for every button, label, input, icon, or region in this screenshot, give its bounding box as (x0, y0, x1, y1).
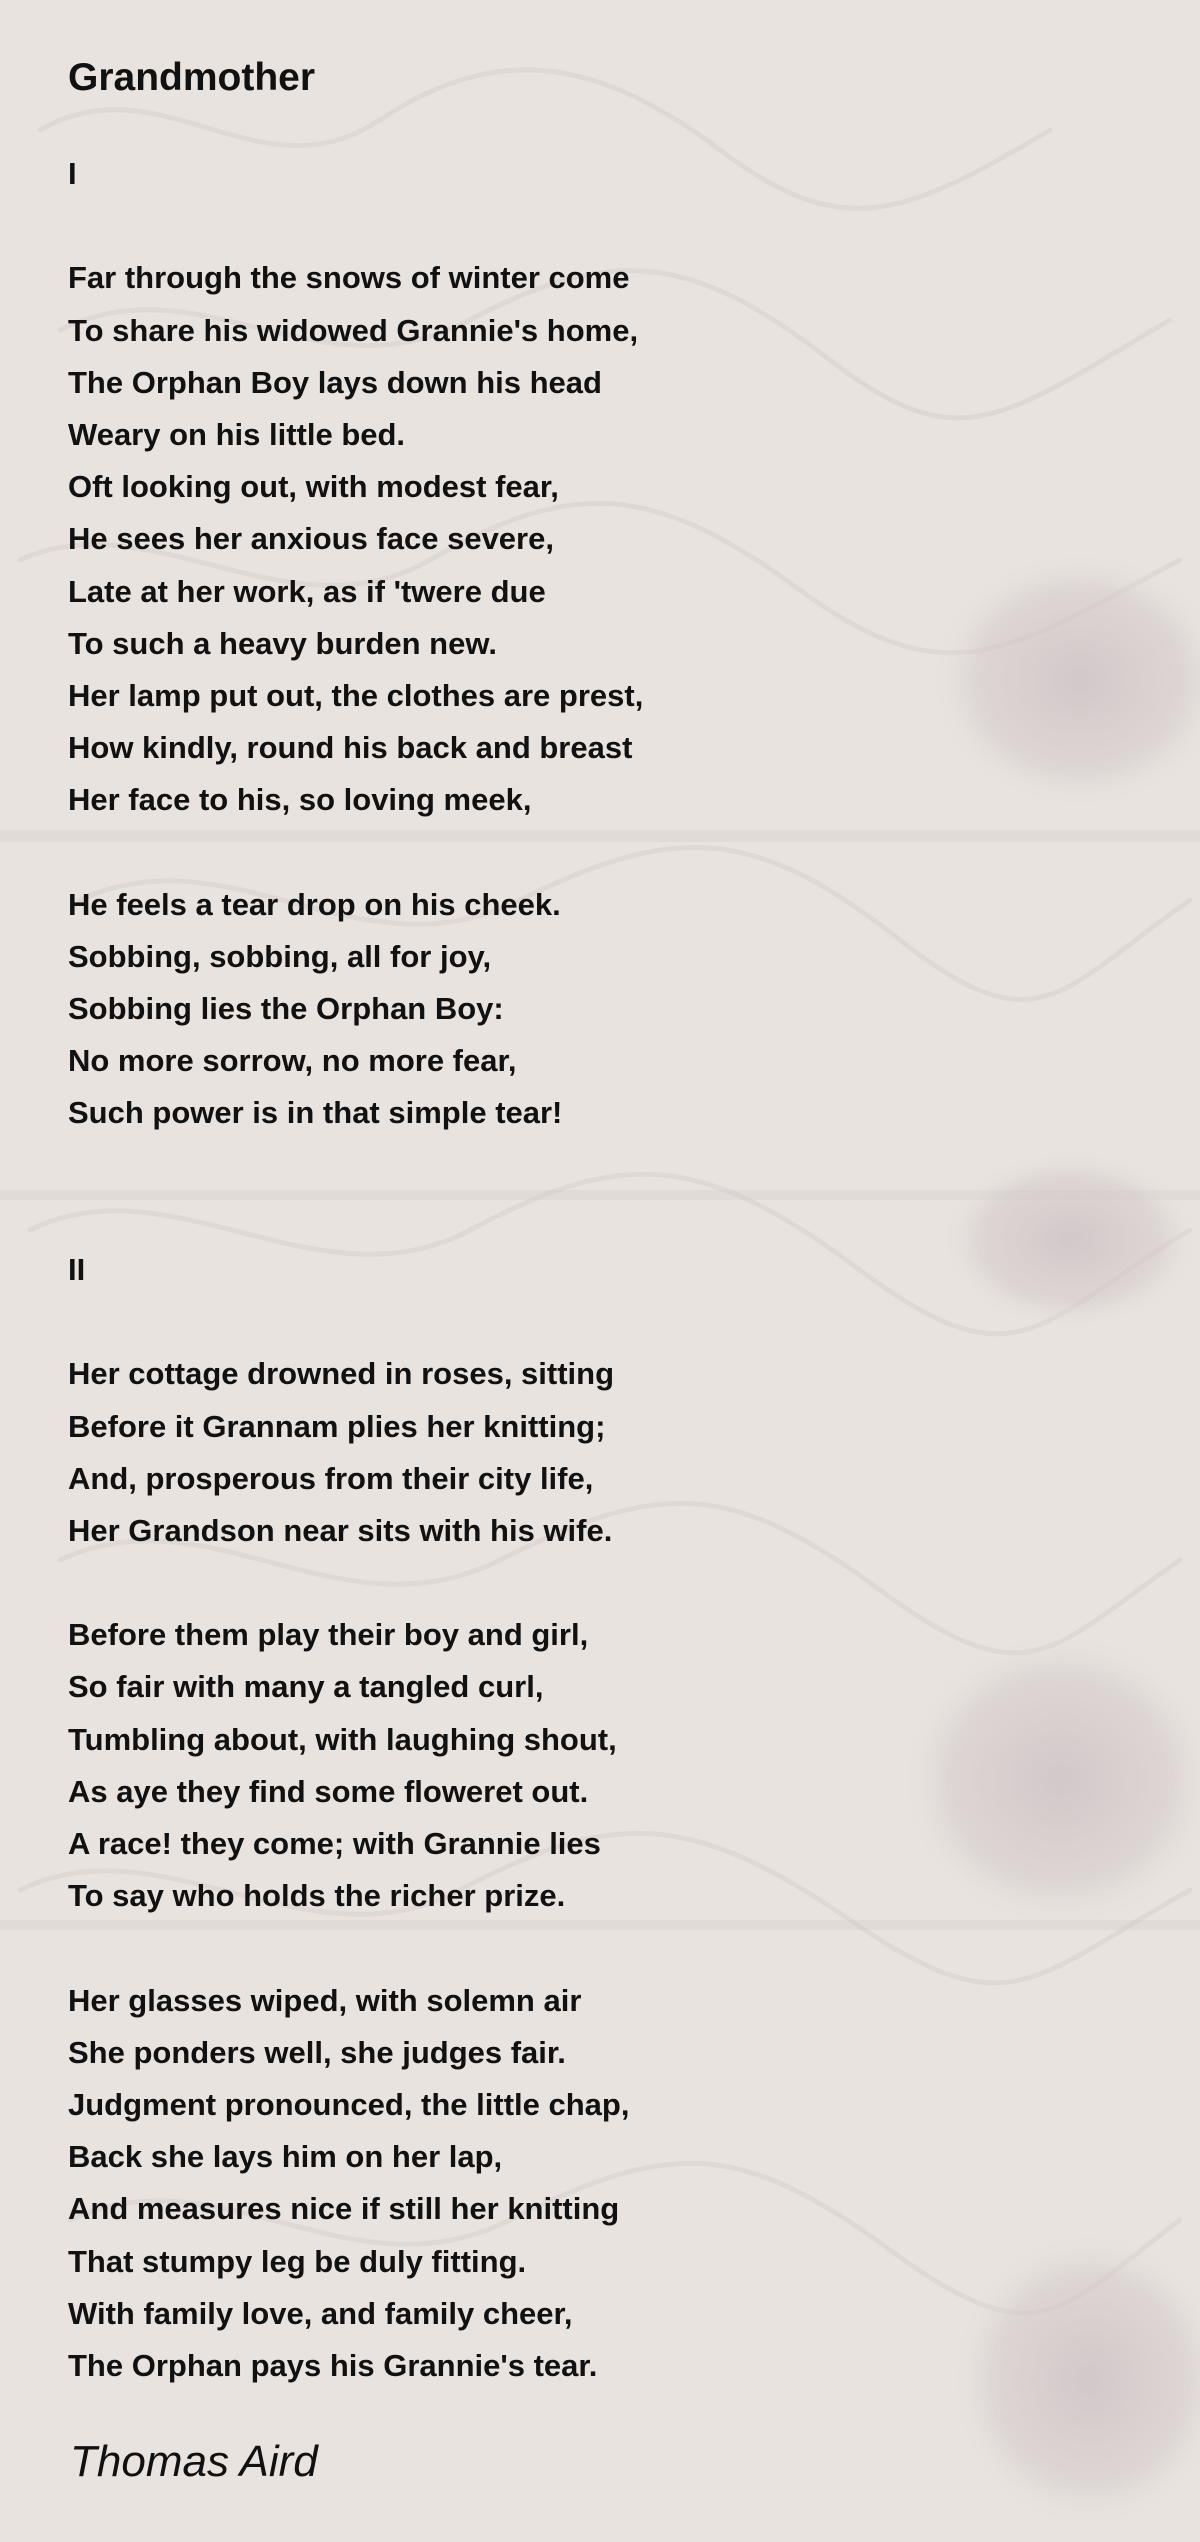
poem-line: Her Grandson near sits with his wife. (68, 1512, 613, 1548)
stanza-break (68, 1192, 1148, 1244)
poem-line: As aye they find some floweret out. (68, 1773, 589, 1809)
stanza-break (68, 1296, 1148, 1348)
stanza-break (68, 826, 1148, 878)
poem-body (68, 148, 1148, 2392)
poem-line: And measures nice if still her knitting (68, 2191, 620, 2227)
poem-title: Grandmother (68, 56, 316, 99)
poem-line: And, prosperous from their city life, (68, 1460, 594, 1496)
stanza-break (68, 200, 1148, 252)
poem-line: Her lamp put out, the clothes are prest, (68, 677, 644, 713)
poem-line: To such a heavy burden new. (68, 625, 497, 661)
poem-line: Late at her work, as if 'twere due (68, 573, 546, 609)
poem-container (68, 50, 1148, 2392)
poem-line: How kindly, round his back and breast (68, 730, 633, 766)
poem-line: I (68, 156, 77, 191)
poem-line: II (68, 1251, 86, 1287)
stanza-break (68, 1922, 1148, 1974)
poem-line: She ponders well, she judges fair. (68, 2034, 566, 2070)
poem-line: Before them play their boy and girl, (68, 1617, 589, 1653)
poem-line: Oft looking out, with modest fear, (68, 469, 559, 505)
poem-line: The Orphan pays his Grannie's tear. (68, 2347, 598, 2383)
poem-line: A race! they come; with Grannie lies (68, 1826, 601, 1861)
poem-line: Judgment pronounced, the little chap, (68, 2086, 630, 2122)
poem-line: Tumbling about, with laughing shout, (68, 1721, 617, 1757)
poem-line: Sobbing lies the Orphan Boy: (68, 991, 504, 1026)
poem-line: Before it Grannam plies her knitting; (68, 1408, 606, 1444)
poem-line: The Orphan Boy lays down his head (68, 364, 602, 400)
poem-line: He sees her anxious face severe, (68, 521, 554, 557)
poem-line: Such power is in that simple tear! (68, 1095, 563, 1131)
poem-line: Weary on his little bed. (68, 416, 406, 452)
stanza-break (68, 1140, 1148, 1192)
stanza-break (68, 1557, 1148, 1609)
poem-line: He feels a tear drop on his cheek. (68, 886, 561, 922)
poem-line: Back she lays him on her lap, (68, 2139, 503, 2175)
poem-line: That stumpy leg be duly fitting. (68, 2243, 527, 2279)
poem-line: Far through the snows of winter come (68, 260, 630, 296)
poem-author: Thomas Aird (70, 2437, 318, 2486)
poem-line: With family love, and family cheer, (68, 2295, 573, 2331)
poem-line: So fair with many a tangled curl, (68, 1669, 544, 1705)
poem-line: Her cottage drowned in roses, sitting (68, 1356, 615, 1392)
poem-line: Her glasses wiped, with solemn air (68, 1982, 582, 2018)
poem-line: To share his widowed Grannie's home, (68, 312, 639, 348)
poem-line: Her face to his, so loving meek, (68, 782, 532, 818)
poem-line: To say who holds the richer prize. (68, 1878, 566, 1914)
poem-line: Sobbing, sobbing, all for joy, (68, 938, 492, 974)
poem-line: No more sorrow, no more fear, (68, 1043, 517, 1079)
